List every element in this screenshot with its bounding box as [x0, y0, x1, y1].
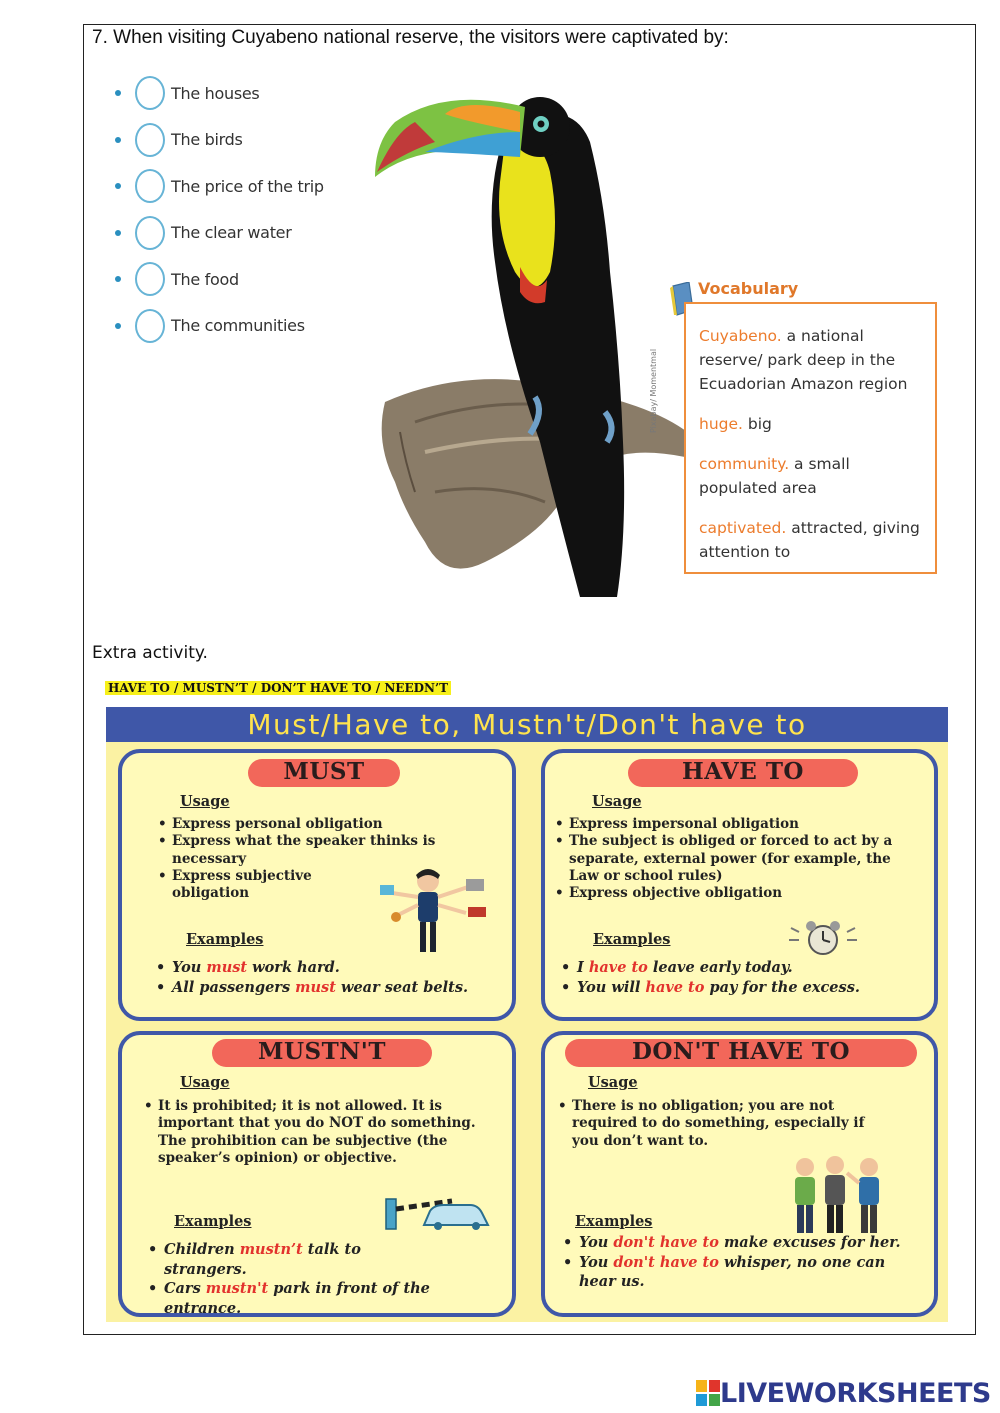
example-item: • I have to leave early today. — [561, 958, 926, 978]
bullet-dot — [115, 230, 121, 236]
examples-heading: Examples — [174, 1213, 252, 1230]
bullet-dot — [115, 276, 121, 282]
parking-barrier-icon — [384, 1195, 492, 1231]
examples-heading: Examples — [186, 931, 264, 948]
usage-item: • Express personal obligation — [158, 816, 478, 833]
bullet-dot — [115, 183, 121, 189]
radio-button[interactable] — [135, 216, 165, 250]
vocab-term: community. — [699, 455, 790, 473]
card-title-have-to: HAVE TO — [628, 759, 858, 787]
toucan-image — [355, 62, 695, 597]
option-label: The price of the trip — [171, 176, 324, 196]
liveworksheets-logo — [696, 1376, 991, 1410]
vocab-entry — [699, 324, 925, 396]
infographic-body — [106, 742, 948, 1322]
people-group-icon — [783, 1153, 903, 1235]
example-item: • All passengers must wear seat belts. — [156, 978, 476, 998]
vocab-term: captivated. — [699, 519, 787, 537]
usage-heading: Usage — [592, 793, 642, 810]
option-birds[interactable] — [115, 117, 355, 164]
vocabulary-box — [684, 302, 937, 574]
usage-item: • Express impersonal obligation — [555, 816, 915, 833]
radio-button[interactable] — [135, 123, 165, 157]
option-houses[interactable] — [115, 70, 355, 117]
radio-button[interactable] — [135, 169, 165, 203]
usage-item: • The subject is obliged or forced to act by a separate, external power (for example, the Law or school rules) — [555, 833, 900, 885]
usage-item: • Express subjective obligation — [158, 868, 368, 903]
vocab-term: Cuyabeno. — [699, 327, 782, 345]
radio-button[interactable] — [135, 262, 165, 296]
infographic-banner: Must/Have to, Mustn't/Don't have to — [106, 707, 948, 742]
dont-have-to-card — [541, 1031, 938, 1317]
vocab-definition: a national reserve/ park deep in the Ecuadorian Amazon region — [699, 327, 908, 393]
usage-item: • There is no obligation; you are not required to do something, especially if you don’t want to. — [558, 1098, 868, 1150]
card-title-must: MUST — [248, 759, 400, 787]
have-to-card — [541, 749, 938, 1021]
option-label: The food — [171, 269, 239, 289]
radio-button[interactable] — [135, 309, 165, 343]
example-item: • You will have to pay for the excess. — [561, 978, 896, 998]
usage-item: • Express what the speaker thinks is necessary — [158, 833, 448, 868]
answer-options — [115, 70, 355, 349]
example-item: • Cars mustn't park in front of the entrance. — [148, 1279, 478, 1318]
option-food[interactable] — [115, 256, 355, 303]
extra-activity-label: Extra activity. — [92, 643, 208, 663]
example-item: • You don't have to make excuses for her. — [563, 1233, 923, 1253]
busy-man-icon — [372, 865, 492, 955]
usage-heading: Usage — [180, 1074, 230, 1091]
usage-item: • It is prohibited; it is not allowed. It is important that you do NOT do something. The prohibition can be subjective (the speaker’s opinion) or objective. — [144, 1098, 484, 1167]
radio-button[interactable] — [135, 76, 165, 110]
examples-heading: Examples — [593, 931, 671, 948]
vocab-term: huge. — [699, 415, 743, 433]
option-price[interactable] — [115, 163, 355, 210]
example-item: • You must work hard. — [156, 958, 506, 978]
usage-heading: Usage — [180, 793, 230, 810]
card-title-dont-have-to: DON'T HAVE TO — [565, 1039, 917, 1067]
option-label: The houses — [171, 83, 260, 103]
have-to-examples-list — [561, 958, 926, 997]
vocab-entry — [699, 452, 925, 500]
bullet-dot — [115, 323, 121, 329]
must-examples-list — [156, 958, 506, 997]
option-label: The clear water — [171, 223, 292, 243]
dont-have-to-usage-list — [558, 1098, 868, 1150]
vocabulary-title: Vocabulary — [698, 279, 799, 298]
option-label: The communities — [171, 316, 305, 336]
logo-blocks-icon — [696, 1380, 720, 1406]
usage-heading: Usage — [588, 1074, 638, 1091]
photo-credit: Pixabay/ Momentmal — [649, 348, 658, 433]
must-card — [118, 749, 516, 1021]
option-clear-water[interactable] — [115, 210, 355, 257]
option-communities[interactable] — [115, 303, 355, 350]
card-title-mustnt: MUSTN'T — [212, 1039, 432, 1067]
have-to-usage-list — [555, 816, 915, 902]
mustnt-examples-list — [148, 1240, 498, 1318]
logo-text: LIVEWORKSHEETS — [720, 1377, 991, 1409]
example-item: • You don't have to whisper, no one can hear us. — [563, 1253, 923, 1292]
dont-have-to-examples-list — [563, 1233, 923, 1292]
vocab-entry — [699, 412, 925, 436]
vocab-definition: big — [742, 415, 772, 433]
mustnt-card — [118, 1031, 516, 1317]
grammar-infographic — [106, 707, 948, 1322]
alarm-clock-icon — [783, 918, 863, 958]
example-item: • Children mustn’t talk to strangers. — [148, 1240, 428, 1279]
vocab-definition: attracted, giving attention to — [699, 519, 920, 561]
question-7: 7. When visiting Cuyabeno national reserve, the visitors were captivated by: — [92, 27, 729, 48]
bullet-dot — [115, 90, 121, 96]
examples-heading: Examples — [575, 1213, 653, 1230]
usage-item: • Express objective obligation — [555, 885, 915, 902]
mustnt-usage-list — [144, 1098, 484, 1167]
bullet-dot — [115, 137, 121, 143]
option-label: The birds — [171, 130, 243, 150]
highlighted-heading: HAVE TO / MUSTN’T / DON’T HAVE TO / NEEDN’T — [105, 681, 451, 695]
vocab-entry — [699, 516, 925, 564]
vocab-definition: a small populated area — [699, 455, 850, 497]
